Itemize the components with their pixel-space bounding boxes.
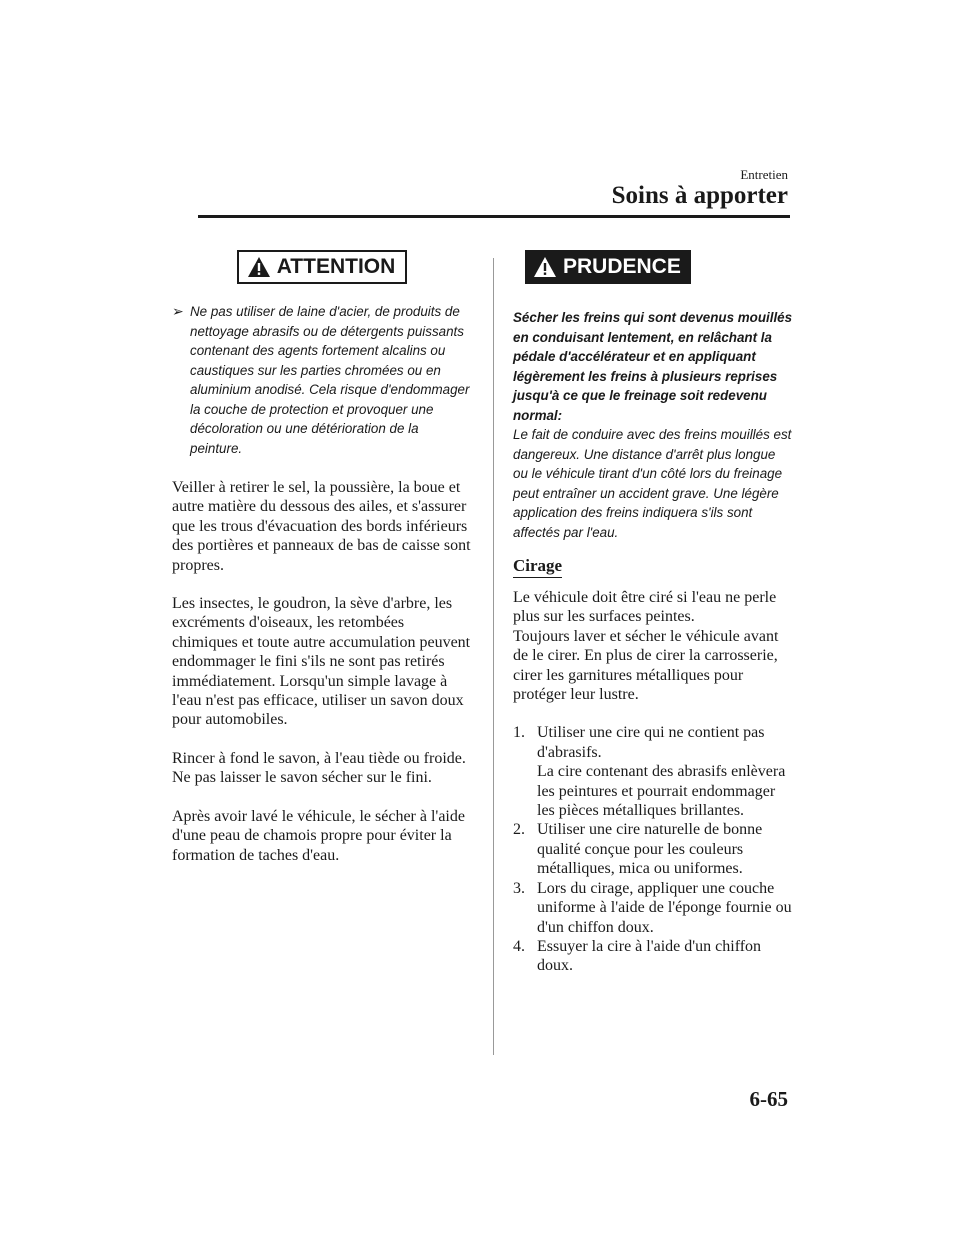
prudence-badge-row (513, 250, 793, 290)
body-paragraph: Veiller à retirer le sel, la poussière, la boue et autre matière du dessous des ailes, et s'assurer que les trous d'évacuation des bords inférieurs des portières et panneaux de bas de caisse sont propres. (172, 479, 471, 574)
cirage-intro: Le véhicule doit être ciré si l'eau ne perle plus sur les surfaces peintes. (513, 589, 777, 626)
list-item (513, 820, 793, 878)
prudence-block (513, 308, 793, 542)
cirage-intro: Toujours laver et sécher le véhicule avant de le cirer. En plus de cirer la carrosserie, cirer les garnitures métalliques pour protéger leur lustre. (513, 627, 779, 704)
step-text: Essuyer la cire à l'aide d'un chiffon doux. (537, 937, 762, 975)
step-number: 1. (513, 724, 525, 742)
step-text: Utiliser une cire naturelle de bonne qualité conçue pour les couleurs métalliques, mica ou uniformes. (537, 821, 763, 878)
cirage-steps (513, 723, 793, 975)
left-column (172, 250, 472, 865)
prudence-badge (525, 250, 691, 284)
list-item (513, 723, 793, 820)
step-text: Utiliser une cire qui ne contient pas d'abrasifs. (537, 724, 765, 761)
step-number: 3. (513, 879, 525, 897)
arrow-bullet-icon: ➢ (172, 303, 184, 319)
prudence-label: PRUDENCE (563, 255, 681, 278)
attention-label: ATTENTION (276, 255, 396, 278)
list-item (513, 879, 793, 937)
step-number: 4. (513, 937, 525, 955)
right-column (513, 250, 793, 976)
list-item (513, 937, 793, 976)
warning-triangle-icon (533, 256, 557, 278)
body-paragraph: Après avoir lavé le véhicule, le sécher à l'aide d'une peau de chamois propre pour éviter la formation de taches d'eau. (172, 807, 465, 864)
section-heading-cirage: Cirage (513, 556, 562, 578)
warning-triangle-icon (247, 256, 271, 278)
prudence-text: Le fait de conduire avec des freins mouillés est dangereux. Une distance d'arrêt plus longue ou le véhicule tirant d'un côté lors du freinage peut entraîner un accident grave. Une légère application des freins indiquera s'ils sont affectés par l'eau. (513, 427, 792, 540)
step-text: Lors du cirage, appliquer une couche uniforme à l'aide de l'éponge fournie ou d'un chiffon doux. (537, 879, 792, 936)
attention-badge-row (172, 250, 472, 290)
attention-badge (237, 250, 408, 284)
body-paragraph: Les insectes, le goudron, la sève d'arbre, les excréments d'oiseaux, les retombées chimiques et toute autre accumulation peuvent endommager le fini s'ils ne sont pas retirés immédiatement. Lorsqu'un simple lavage à l'eau n'est pas efficace, utiliser un savon doux pour automobiles. (172, 595, 471, 729)
body-paragraph: Rincer à fond le savon, à l'eau tiède ou froide. Ne pas laisser le savon sécher sur le fini. (172, 749, 466, 787)
header-rule (198, 215, 790, 218)
step-number: 2. (513, 821, 525, 839)
page-title: Soins à apporter (611, 182, 788, 209)
header-section-label: Entretien (740, 167, 788, 182)
attention-bullet-text: Ne pas utiliser de laine d'acier, de produits de nettoyage abrasifs ou de détergents puissants contenant des agents fortement alcalins ou caustiques sur les parties chromées ou en aluminium anodisé. Cela risque d'endommager la couche de protection et provoquer une décoloration ou une détérioration de la peinture. (190, 304, 470, 456)
prudence-bold-text: Sécher les freins qui sont devenus mouillés en conduisant lentement, en relâchant la pédale d'accélérateur et en appliquant légèrement les freins à plusieurs reprises jusqu'à ce que le freinage soit redevenu normal: (513, 310, 793, 423)
step-note: La cire contenant des abrasifs enlèvera les peintures et pourrait endommager les pièces métalliques brillantes. (537, 763, 786, 820)
page-number: 6-65 (749, 1087, 788, 1111)
column-divider (493, 258, 494, 1055)
attention-bullet (172, 302, 472, 458)
